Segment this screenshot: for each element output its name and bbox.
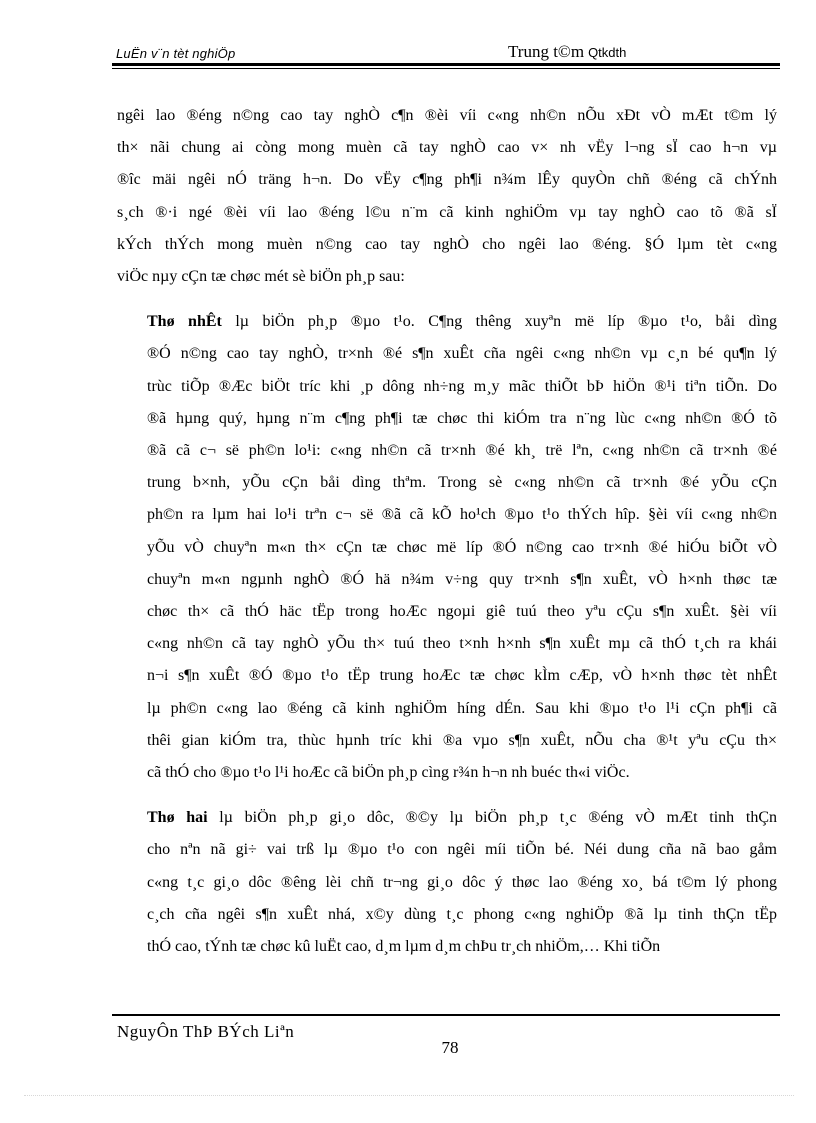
header-center-main: Trung t©m: [508, 42, 585, 61]
text-line: [117, 628, 777, 660]
page-header: [112, 40, 780, 62]
line-text: c«ng nh©n cã tay nghÒ yÕu th× tuú theo t×nh h×nh s¶n xuÊt mµ cã thÓ t¸ch ra khái: [147, 635, 777, 653]
text-line: [117, 403, 777, 435]
bold-heading: Thø nhÊt: [147, 313, 222, 331]
text-line: [117, 338, 777, 370]
line-text: ®Ó n©ng cao tay nghÒ, tr×nh ®é s¶n xuÊt cña ngêi c«ng nh©n vµ c¸n bé qu¶n lý: [147, 345, 777, 363]
line-text: lµ biÖn ph¸p gi¸o dôc, ®©y lµ biÖn ph¸p t¸c ®éng vÒ mÆt tinh thÇn: [207, 809, 777, 827]
text-line: [117, 435, 777, 467]
line-text: yÕu vÒ chuyªn m«n th× cÇn tæ chøc më líp ®Ó n©ng cao tr×nh ®é hiÓu biÕt vÒ: [147, 538, 777, 556]
body-text: [117, 100, 777, 963]
text-line: [117, 899, 777, 931]
text-line: [117, 757, 777, 789]
footer-rule: [112, 1014, 780, 1016]
line-text: trùc tiÕp ®Æc biÖt tríc khi ¸p dông nh÷ng m¸y mãc thiÕt bÞ hiÖn ®¹i tiªn tiÕn. Do: [147, 377, 777, 395]
line-text: ®ã cã c¬ së ph©n lo¹i: c«ng nh©n cã tr×nh ®é kh¸ trë lªn, c«ng nh©n cã tr×nh ®é: [147, 442, 777, 460]
text-line: [117, 802, 777, 834]
line-text: cã thÓ cho ®µo t¹o l¹i hoÆc cã biÖn ph¸p cìng r¾n h¬n nh buéc th«i viÖc.: [147, 764, 630, 782]
text-line: [117, 499, 777, 531]
line-text: ngêi lao ®éng n©ng cao tay nghÒ c¶n ®èi víi c«ng nh©n nÕu xÐt vÒ mÆt t©m lý: [117, 107, 777, 124]
line-text: cho nªn nã gi÷ vai trß lµ ®µo t¹o con ngêi míi tiÕn bé. Néi dung cña nã bao gåm: [147, 841, 777, 859]
text-line: [117, 834, 777, 866]
text-line: [117, 229, 777, 261]
text-line: [117, 306, 777, 338]
line-text: ph©n ra lµm hai lo¹i trªn c¬ së ®ã cã kÕ ho¹ch ®µo t¹o thÝch hîp. §èi víi c«ng nh©n: [147, 506, 777, 524]
line-text: viÖc nµy cÇn tæ chøc mét sè biÖn ph¸p sau:: [117, 268, 405, 286]
header-thesis-label: LuËn v¨n tèt nghiÖp: [116, 46, 236, 61]
line-text: c«ng t¸c gi¸o dôc ®êng lèi chñ tr¬ng gi¸o dôc ý thøc lao ®éng xo¸ bá t©m lý phong: [147, 873, 777, 891]
text-line: [117, 100, 777, 132]
text-line: [117, 261, 777, 293]
text-line: [117, 931, 777, 963]
line-text: ®îc mäi ngêi nÓ träng h¬n. Do vËy c¶ng ph¶i n¾m lÊy quyÒn chñ ®éng cã chÝnh: [117, 171, 777, 189]
paragraph: [117, 306, 777, 789]
footer-author: NguyÔn ThÞ BÝch Liªn: [117, 1022, 295, 1041]
paragraph: [117, 802, 777, 963]
line-text: lµ biÖn ph¸p ®µo t¹o. C¶ng thêng xuyªn më líp ®µo t¹o, båi dìng: [221, 313, 777, 331]
line-text: ®ã hµng quý, hµng n¨m c¶ng ph¶i tæ chøc thi kiÓm tra n¨ng lùc c«ng nh©n ®Ó tõ: [147, 409, 777, 427]
line-text: lµ ph©n c«ng lao ®éng cã kinh nghiÖm híng dÉn. Sau khi ®µo t¹o l¹i cÇn ph¶i cã: [147, 699, 777, 717]
line-text: kÝch thÝch mong muèn n©ng cao tay nghÒ cho ngêi lao ®éng. §Ó lµm tèt c«ng: [117, 235, 777, 253]
header-rule-thick: [112, 63, 780, 66]
header-center-label: [508, 42, 626, 62]
page-number: 78: [441, 1038, 459, 1057]
text-line: [117, 564, 777, 596]
text-line: [117, 660, 777, 692]
header-rule-thin: [112, 68, 780, 69]
bold-heading: Thø hai: [147, 809, 208, 827]
line-text: thÓ cao, tÝnh tæ chøc kû luËt cao, d¸m lµm d¸m chÞu tr¸ch nhiÖm,… Khi tiÕn: [147, 938, 661, 956]
line-text: trung b×nh, yÕu cÇn båi dìng thªm. Trong sè c«ng nh©n cã tr×nh ®é yÕu cÇn: [147, 474, 777, 492]
text-line: [117, 532, 777, 564]
text-line: [117, 693, 777, 725]
paragraph: [117, 100, 777, 293]
text-line: [117, 164, 777, 196]
text-line: [117, 371, 777, 403]
text-line: [117, 867, 777, 899]
line-text: thêi gian kiÓm tra, thùc hµnh tríc khi ®a vµo s¶n xuÊt, nÕu cha ®¹t yªu cÇu th×: [147, 731, 777, 749]
text-line: [117, 132, 777, 164]
line-text: th× nãi chung ai còng mong muèn cã tay nghÒ cao v× nh vËy l¬ng sÏ cao h¬n vµ: [117, 139, 777, 157]
line-text: s¸ch ®·i ngé ®èi víi lao ®éng l©u n¨m cã kinh nghiÖm vµ tay nghÒ cao tõ ®ã sÏ: [117, 203, 777, 221]
line-text: c¸ch cña ngêi s¶n xuÊt nhá, x©y dùng t¸c phong c«ng nghiÖp ®ã lµ tinh thÇn tËp: [147, 905, 777, 923]
text-line: [117, 467, 777, 499]
line-text: n¬i s¶n xuÊt ®Ó ®µo t¹o tËp trung hoÆc tæ chøc kÌm cÆp, vÒ h×nh thøc tèt nhÊt: [147, 667, 777, 685]
text-line: [117, 725, 777, 757]
header-center-abbrev: Qtkdth: [588, 45, 627, 60]
page-bottom-dotted-line: [24, 1095, 794, 1096]
line-text: chuyªn m«n ngµnh nghÒ ®Ó hä n¾m v÷ng quy tr×nh s¶n xuÊt, vÒ h×nh thøc tæ: [147, 570, 777, 588]
text-line: [117, 596, 777, 628]
text-line: [117, 197, 777, 229]
line-text: chøc th× cã thÓ häc tËp trong hoÆc ngoµi giê tuú theo yªu cÇu s¶n xuÊt. §èi víi: [147, 603, 777, 621]
